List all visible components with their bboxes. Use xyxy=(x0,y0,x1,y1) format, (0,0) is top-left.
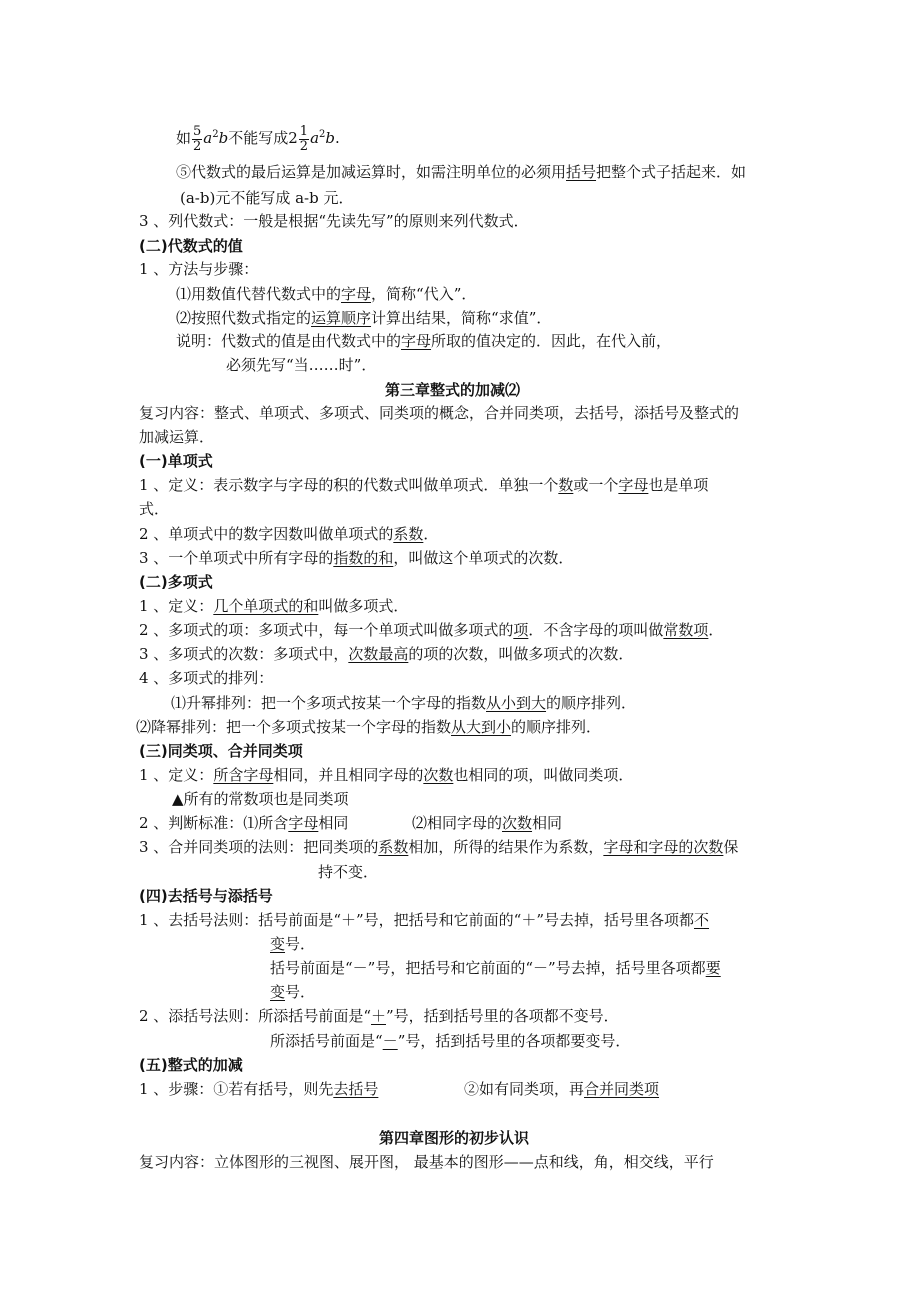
review-line1: 复习内容：整式、单项式、多项式、同类项的概念，合并同类项，去括号，添括号及整式的 xyxy=(139,404,740,422)
item5-line2: (a-b)元不能写成 a-b 元． xyxy=(180,189,354,207)
remove-bracket-line4: 变号． xyxy=(270,983,316,1001)
fraction-five-halves: $\frac{5}{2}$ xyxy=(193,123,202,154)
add-sub-steps-2: ②如有同类项，再合并同类项 xyxy=(464,1080,660,1098)
mono-coef-line: 2 、单项式中的数字因数叫做单项式的系数． xyxy=(139,525,439,543)
example-prefix: 如 xyxy=(176,129,192,147)
polynomial-heading: (二)多项式 xyxy=(139,573,213,591)
step2-line: ⑵按照代数式指定的运算顺序计算出结果，简称“求值”． xyxy=(176,309,552,327)
descending-line: ⑵降幂排列：把一个多项式按某一个字母的指数从大到小的顺序排列． xyxy=(136,718,602,736)
ascending-line: ⑴升幂排列：把一个多项式按某一个字母的指数从小到大的顺序排列． xyxy=(171,694,637,712)
poly-degree-line: 3 、多项式的次数：多项式中，次数最高的项的次数，叫做多项式的次数． xyxy=(139,645,634,663)
brackets-heading: (四)去括号与添括号 xyxy=(139,887,273,905)
value-heading: (二)代数式的值 xyxy=(139,237,243,255)
remove-bracket-line2: 变号． xyxy=(270,935,316,953)
mono-def-line1: 1 、定义：表示数字与字母的积的代数式叫做单项式．单独一个数或一个字母也是单项 xyxy=(139,476,709,494)
add-bracket-line1: 2 、添括号法则：所添括号前面是“＋”号，括到括号里的各项都不变号． xyxy=(139,1007,619,1025)
add-bracket-line2: 所添括号前面是“－”号，括到括号里的各项都要变号． xyxy=(270,1032,631,1050)
like-criteria-line: 2 、判断标准：⑴所含字母相同 xyxy=(139,814,349,832)
chapter4-review: 复习内容：立体图形的三视图、展开图， 最基本的图形——点和线，角，相交线，平行 xyxy=(139,1153,714,1171)
mono-degree-line: 3 、一个单项式中所有字母的指数的和，叫做这个单项式的次数． xyxy=(139,549,574,567)
like-rule-line: 3 、合并同类项的法则：把同类项的系数相加，所得的结果作为系数，字母和字母的次数保 xyxy=(139,838,739,856)
item3-line: 3 、列代数式：一般是根据“先读先写”的原则来列代数式． xyxy=(139,212,529,230)
like-note-line: ▲所有的常数项也是同类项 xyxy=(172,790,349,808)
step1-line: ⑴用数值代替代数式中的字母，简称“代入”． xyxy=(176,285,477,303)
mono-def-line2: 式． xyxy=(139,500,170,518)
steps-title: 1 、方法与步骤： xyxy=(139,260,259,278)
like-criteria-line-2: ⑵相同字母的次数相同 xyxy=(412,814,563,832)
fraction-one-half: $\frac{1}{2}$ xyxy=(299,123,309,154)
remove-bracket-line1: 1 、去括号法则：括号前面是“＋”号，把括号和它前面的“＋”号去掉，括号里各项都不 xyxy=(139,911,710,929)
poly-def-line: 1 、定义：几个单项式的和叫做多项式． xyxy=(139,597,409,615)
chapter4-title: 第四章图形的初步认识 xyxy=(379,1129,530,1147)
monomial-heading: (一)单项式 xyxy=(139,452,213,470)
like-rule-line2: 持不变． xyxy=(318,863,379,881)
poly-order-title: 4 、多项式的排列： xyxy=(139,669,274,687)
chapter3-title: 第三章整式的加减⑵ xyxy=(385,381,521,399)
add-sub-heading: (五)整式的加减 xyxy=(139,1056,243,1074)
note-line: 说明：代数式的值是由代数式中的字母所取的值决定的．因此，在代入前， xyxy=(176,332,672,350)
poly-term-line: 2 、多项式的项：多项式中，每一个单项式叫做多项式的项．不含字母的项叫做常数项． xyxy=(139,621,724,639)
like-terms-heading: (三)同类项、合并同类项 xyxy=(139,742,303,760)
add-sub-steps: 1 、步骤：①若有括号，则先去括号 xyxy=(139,1080,379,1098)
like-def-line: 1 、定义：所含字母相同，并且相同字母的次数也相同的项，叫做同类项． xyxy=(139,766,634,784)
item5-line1: ⑤代数式的最后运算是加减运算时，如需注明单位的必须用括号把整个式子括起来．如 xyxy=(176,163,747,181)
remove-bracket-line3: 括号前面是“－”号，把括号和它前面的“－”号去掉，括号里各项都要 xyxy=(270,959,721,977)
example-line: 如 $\frac{5}{2}$ $a^2b$不能写成2 $\frac{1}{2}$ $a^2b$. xyxy=(176,123,340,154)
review-line2: 加减运算． xyxy=(139,428,215,446)
note-line2: 必须先写“当……时”． xyxy=(226,356,377,374)
